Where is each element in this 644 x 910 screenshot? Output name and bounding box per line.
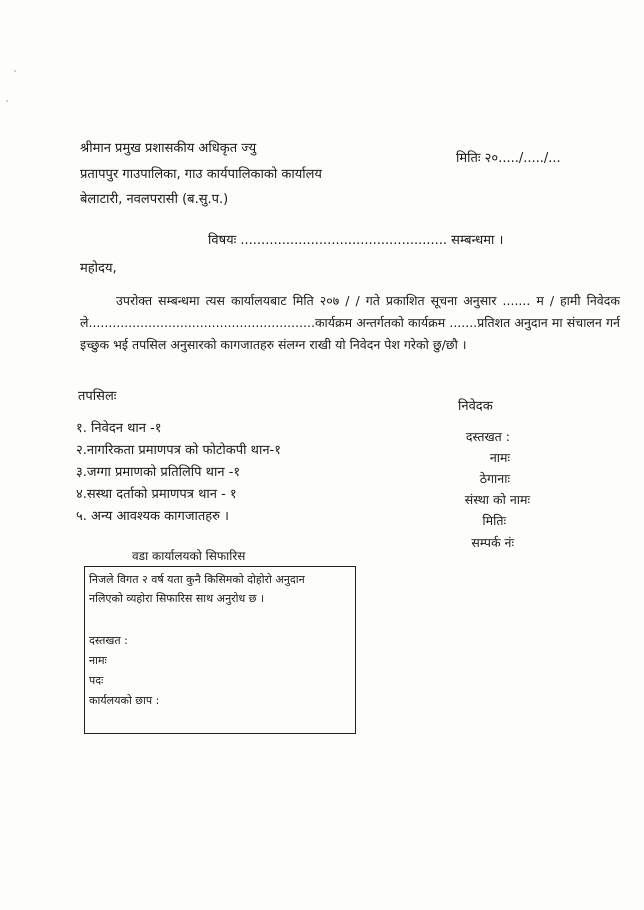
body-text: उपरोक्त सम्बन्धमा त्यस कार्यालयबाट मिति २०७ / / गते प्रकाशित सूचना अनुसार ....... म / हामी निवेदक ले.........................................................कार्यक्रम अन्तर्गतको कार्यक्रम .......प्रतिशत अनुदान मा संचालन गर्न इच्छुक भई तपसिल अनुसारको कागजातहरु संलग्न राखी यो निवेदन पेश गरेको छु/छौ ।	[80, 293, 620, 352]
salutation: महोदय,	[80, 261, 117, 276]
applicant-address-field: ठेगानाः	[479, 471, 510, 486]
tapsil-heading: तपसिलः	[78, 389, 117, 404]
applicant-organization-field: संस्था को नामः	[464, 492, 530, 507]
ward-text-line-2: नलिएको व्यहोरा सिफारिस साथ अनुरोध छ ।	[89, 592, 265, 605]
body-paragraph	[80, 290, 620, 356]
applicant-heading: निवेदक	[458, 399, 493, 414]
attachment-item: ४.सस्था दर्ताको प्रमाणपत्र थान - १	[76, 487, 237, 502]
applicant-signature-field: दस्तखत :	[465, 429, 510, 444]
applicant-date-field: मितिः	[482, 513, 506, 528]
applicant-name-field: नामः	[489, 450, 510, 465]
attachment-item: १. निवेदन थान -१	[76, 421, 162, 436]
ward-stamp-field: कार्यलयको छाप :	[89, 694, 160, 707]
ward-signature-field: दस्तखत :	[89, 634, 128, 647]
ward-name-field: नामः	[89, 654, 107, 667]
attachment-item: ५. अन्य आवश्यक कागजातहरु ।	[76, 509, 229, 524]
attachment-item: २.नागरिकता प्रमाणपत्र को फोटोकपी थान-१	[76, 443, 281, 458]
date-field: मितिः २०...../...../...	[456, 151, 561, 166]
scan-speck	[14, 70, 16, 72]
addressee-line-3: बेलाटारी, नवलपरासी (ब.सु.प.)	[80, 192, 229, 207]
attachment-item: ३.जग्गा प्रमाणको प्रतिलिपि थान -१	[76, 465, 241, 480]
applicant-contact-field: सम्पर्क नंः	[471, 535, 514, 550]
ward-position-field: पदः	[89, 674, 104, 687]
addressee-line-2: प्रतापपुर गाउपालिका, गाउ कार्यपालिकाको कार्यालय	[80, 167, 322, 182]
ward-text-line-1: निजले विगत २ वर्ष यता कुनै किसिमको दोहोरो अनुदान	[89, 573, 305, 586]
subject-line: विषयः .................................................. सम्बन्धमा ।	[208, 233, 504, 248]
scan-speck	[6, 100, 8, 102]
ward-heading: वडा कार्यालयको सिफारिस	[132, 549, 246, 563]
ward-recommendation-box	[84, 566, 356, 734]
addressee-line-1: श्रीमान प्रमुख प्रशासकीय अधिकृत ज्यु	[80, 141, 257, 156]
